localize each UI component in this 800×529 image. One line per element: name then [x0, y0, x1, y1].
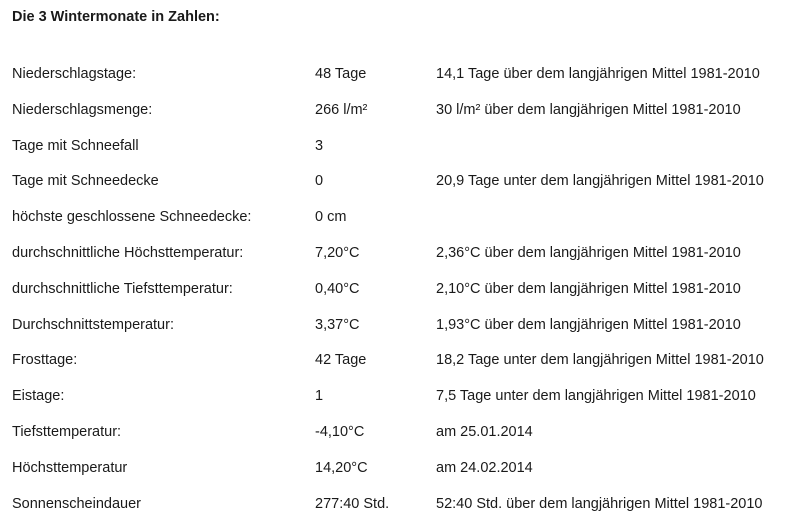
row-label: Tage mit Schneedecke [12, 173, 159, 190]
table-row [0, 64, 800, 100]
table-row [0, 494, 800, 529]
table-row [0, 136, 800, 172]
row-label: Sonnenscheindauer [12, 495, 141, 512]
row-label: Tage mit Schneefall [12, 137, 139, 154]
row-note: 18,2 Tage unter dem langjährigen Mittel 1981-2010 [436, 352, 764, 369]
row-value: 0,40°C [315, 280, 360, 297]
row-label: Niederschlagsmenge: [12, 101, 153, 118]
row-note: 7,5 Tage unter dem langjährigen Mittel 1981-2010 [436, 388, 756, 405]
table-row [0, 243, 800, 279]
row-note: 20,9 Tage unter dem langjährigen Mittel 1981-2010 [436, 173, 764, 190]
row-note: am 25.01.2014 [436, 423, 533, 440]
row-note: 1,93°C über dem langjährigen Mittel 1981-2010 [436, 316, 741, 333]
table-row [0, 315, 800, 351]
table-row [0, 458, 800, 494]
row-value: 48 Tage [315, 66, 367, 82]
row-value: 3 [315, 137, 324, 154]
row-label: Eistage: [12, 388, 65, 405]
table-row [0, 279, 800, 315]
row-value: 14,20°C [315, 459, 368, 476]
table-row [0, 422, 800, 458]
row-note: 30 l/m² über dem langjährigen Mittel 1981-2010 [436, 101, 741, 118]
row-note: 2,10°C über dem langjährigen Mittel 1981-2010 [436, 280, 741, 297]
row-note: 2,36°C über dem langjährigen Mittel 1981-2010 [436, 244, 741, 261]
row-note: 14,1 Tage über dem langjährigen Mittel 1981-2010 [436, 66, 760, 82]
row-note: am 24.02.2014 [436, 459, 533, 476]
row-label: durchschnittliche Tiefsttemperatur: [12, 280, 233, 297]
row-value: 7,20°C [315, 244, 360, 261]
row-value: -4,10°C [315, 423, 365, 440]
stats-table [0, 64, 800, 529]
row-label: durchschnittliche Höchsttemperatur: [12, 244, 244, 261]
row-value: 277:40 Std. [315, 495, 390, 512]
row-label: Frosttage: [12, 352, 78, 369]
row-value: 3,37°C [315, 316, 360, 333]
document-title: Die 3 Wintermonate in Zahlen: [12, 9, 220, 25]
row-label: höchste geschlossene Schneedecke: [12, 209, 252, 226]
row-value: 1 [315, 388, 324, 405]
row-value: 0 cm [315, 209, 347, 226]
table-row [0, 171, 800, 207]
table-row [0, 100, 800, 136]
row-note: 52:40 Std. über dem langjährigen Mittel 1981-2010 [436, 495, 763, 512]
row-label: Niederschlagstage: [12, 66, 137, 82]
row-label: Tiefsttemperatur: [12, 423, 122, 440]
row-label: Durchschnittstemperatur: [12, 316, 174, 333]
row-value: 0 [315, 173, 324, 190]
row-value: 266 l/m² [315, 101, 368, 118]
table-row [0, 386, 800, 422]
table-row [0, 350, 800, 386]
row-value: 42 Tage [315, 352, 367, 369]
row-label: Höchsttemperatur [12, 459, 128, 476]
table-row [0, 207, 800, 243]
